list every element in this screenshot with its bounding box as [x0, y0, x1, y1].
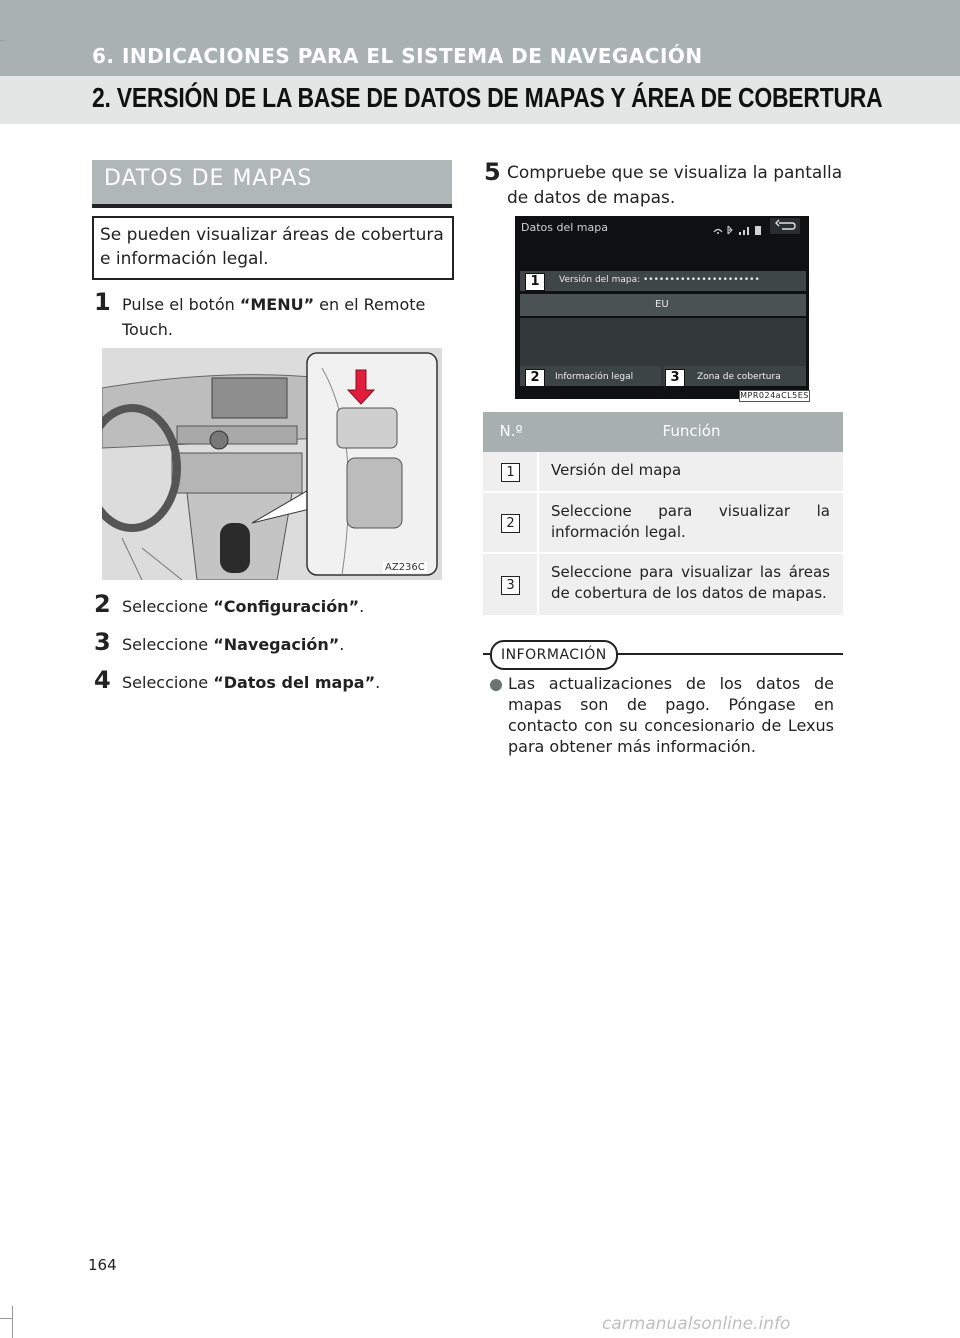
- section-title: 2. VERSIÓN DE LA BASE DE DATOS DE MAPAS Y ÁREA DE COBERTURA: [92, 82, 883, 113]
- step-4-number: 4: [94, 666, 111, 694]
- step-3-text: Seleccione “Navegación”.: [122, 635, 345, 654]
- crop-mark: [0, 1318, 12, 1319]
- screen-code: MPR024aCL5ES: [740, 391, 809, 400]
- info-text: Las actualizaciones de los datos de mapas son de pago. Póngase en contacto con su concesionario de Lexus para obtener más información.: [508, 674, 834, 756]
- table-row-text: Seleccione para visualizar las áreas de cobertura de los datos de mapas.: [551, 563, 830, 602]
- page-number: 164: [88, 1256, 117, 1274]
- signal-icon: [712, 224, 764, 236]
- bullet-icon: [490, 679, 502, 691]
- back-arrow-icon: [770, 218, 800, 234]
- step-2-number: 2: [94, 590, 111, 618]
- table-header-function: Función: [662, 422, 721, 440]
- status-icons: [712, 221, 764, 233]
- callout-2: 2: [525, 369, 545, 387]
- step-5-number: 5: [484, 158, 501, 186]
- intro-text: Se pueden visualizar áreas de cobertura e información legal.: [100, 225, 444, 269]
- section-heading: DATOS DE MAPAS: [104, 166, 313, 191]
- watermark: carmanualsonline.info: [602, 1314, 791, 1334]
- step-4-text: Seleccione “Datos del mapa”.: [122, 673, 381, 692]
- back-button[interactable]: [770, 218, 800, 234]
- chapter-title: 6. INDICACIONES PARA EL SISTEMA DE NAVEGACIÓN: [92, 44, 703, 68]
- step-5-text: Compruebe que se visualiza la pantalla de datos de mapas.: [507, 163, 843, 208]
- table-row-index: 1: [501, 463, 520, 482]
- remote-touch-illustration: [102, 348, 442, 580]
- figure-code: AZ236C: [385, 562, 425, 573]
- crop-mark: [0, 40, 4, 41]
- callout-1: 1: [525, 273, 545, 291]
- step-1-text: Pulse el botón “MENU” en el Remote Touch.: [122, 295, 426, 339]
- table-row-index: 2: [501, 514, 520, 533]
- table-row-text: Versión del mapa: [551, 461, 682, 479]
- info-tag: INFORMACIÓN: [490, 640, 618, 670]
- car-interior-drawing: [102, 348, 442, 580]
- step-3-number: 3: [94, 628, 111, 656]
- region-text: EU: [655, 299, 669, 310]
- map-version-text: Versión del mapa: ••••••••••••••••••••••: [559, 275, 760, 285]
- table-row-index: 3: [501, 576, 520, 595]
- coverage-label: Zona de cobertura: [697, 372, 781, 382]
- step-1-number: 1: [94, 288, 111, 316]
- crop-mark: [12, 1306, 13, 1338]
- callout-3: 3: [665, 369, 685, 387]
- step-2-text: Seleccione “Configuración”.: [122, 597, 365, 616]
- legal-info-label: Información legal: [555, 372, 634, 382]
- table-header-number: N.º: [499, 422, 523, 440]
- table-column-divider: [537, 452, 539, 615]
- screen-title: Datos del mapa: [521, 221, 608, 234]
- table-row-text: Seleccione para visualizar la información legal.: [551, 502, 830, 541]
